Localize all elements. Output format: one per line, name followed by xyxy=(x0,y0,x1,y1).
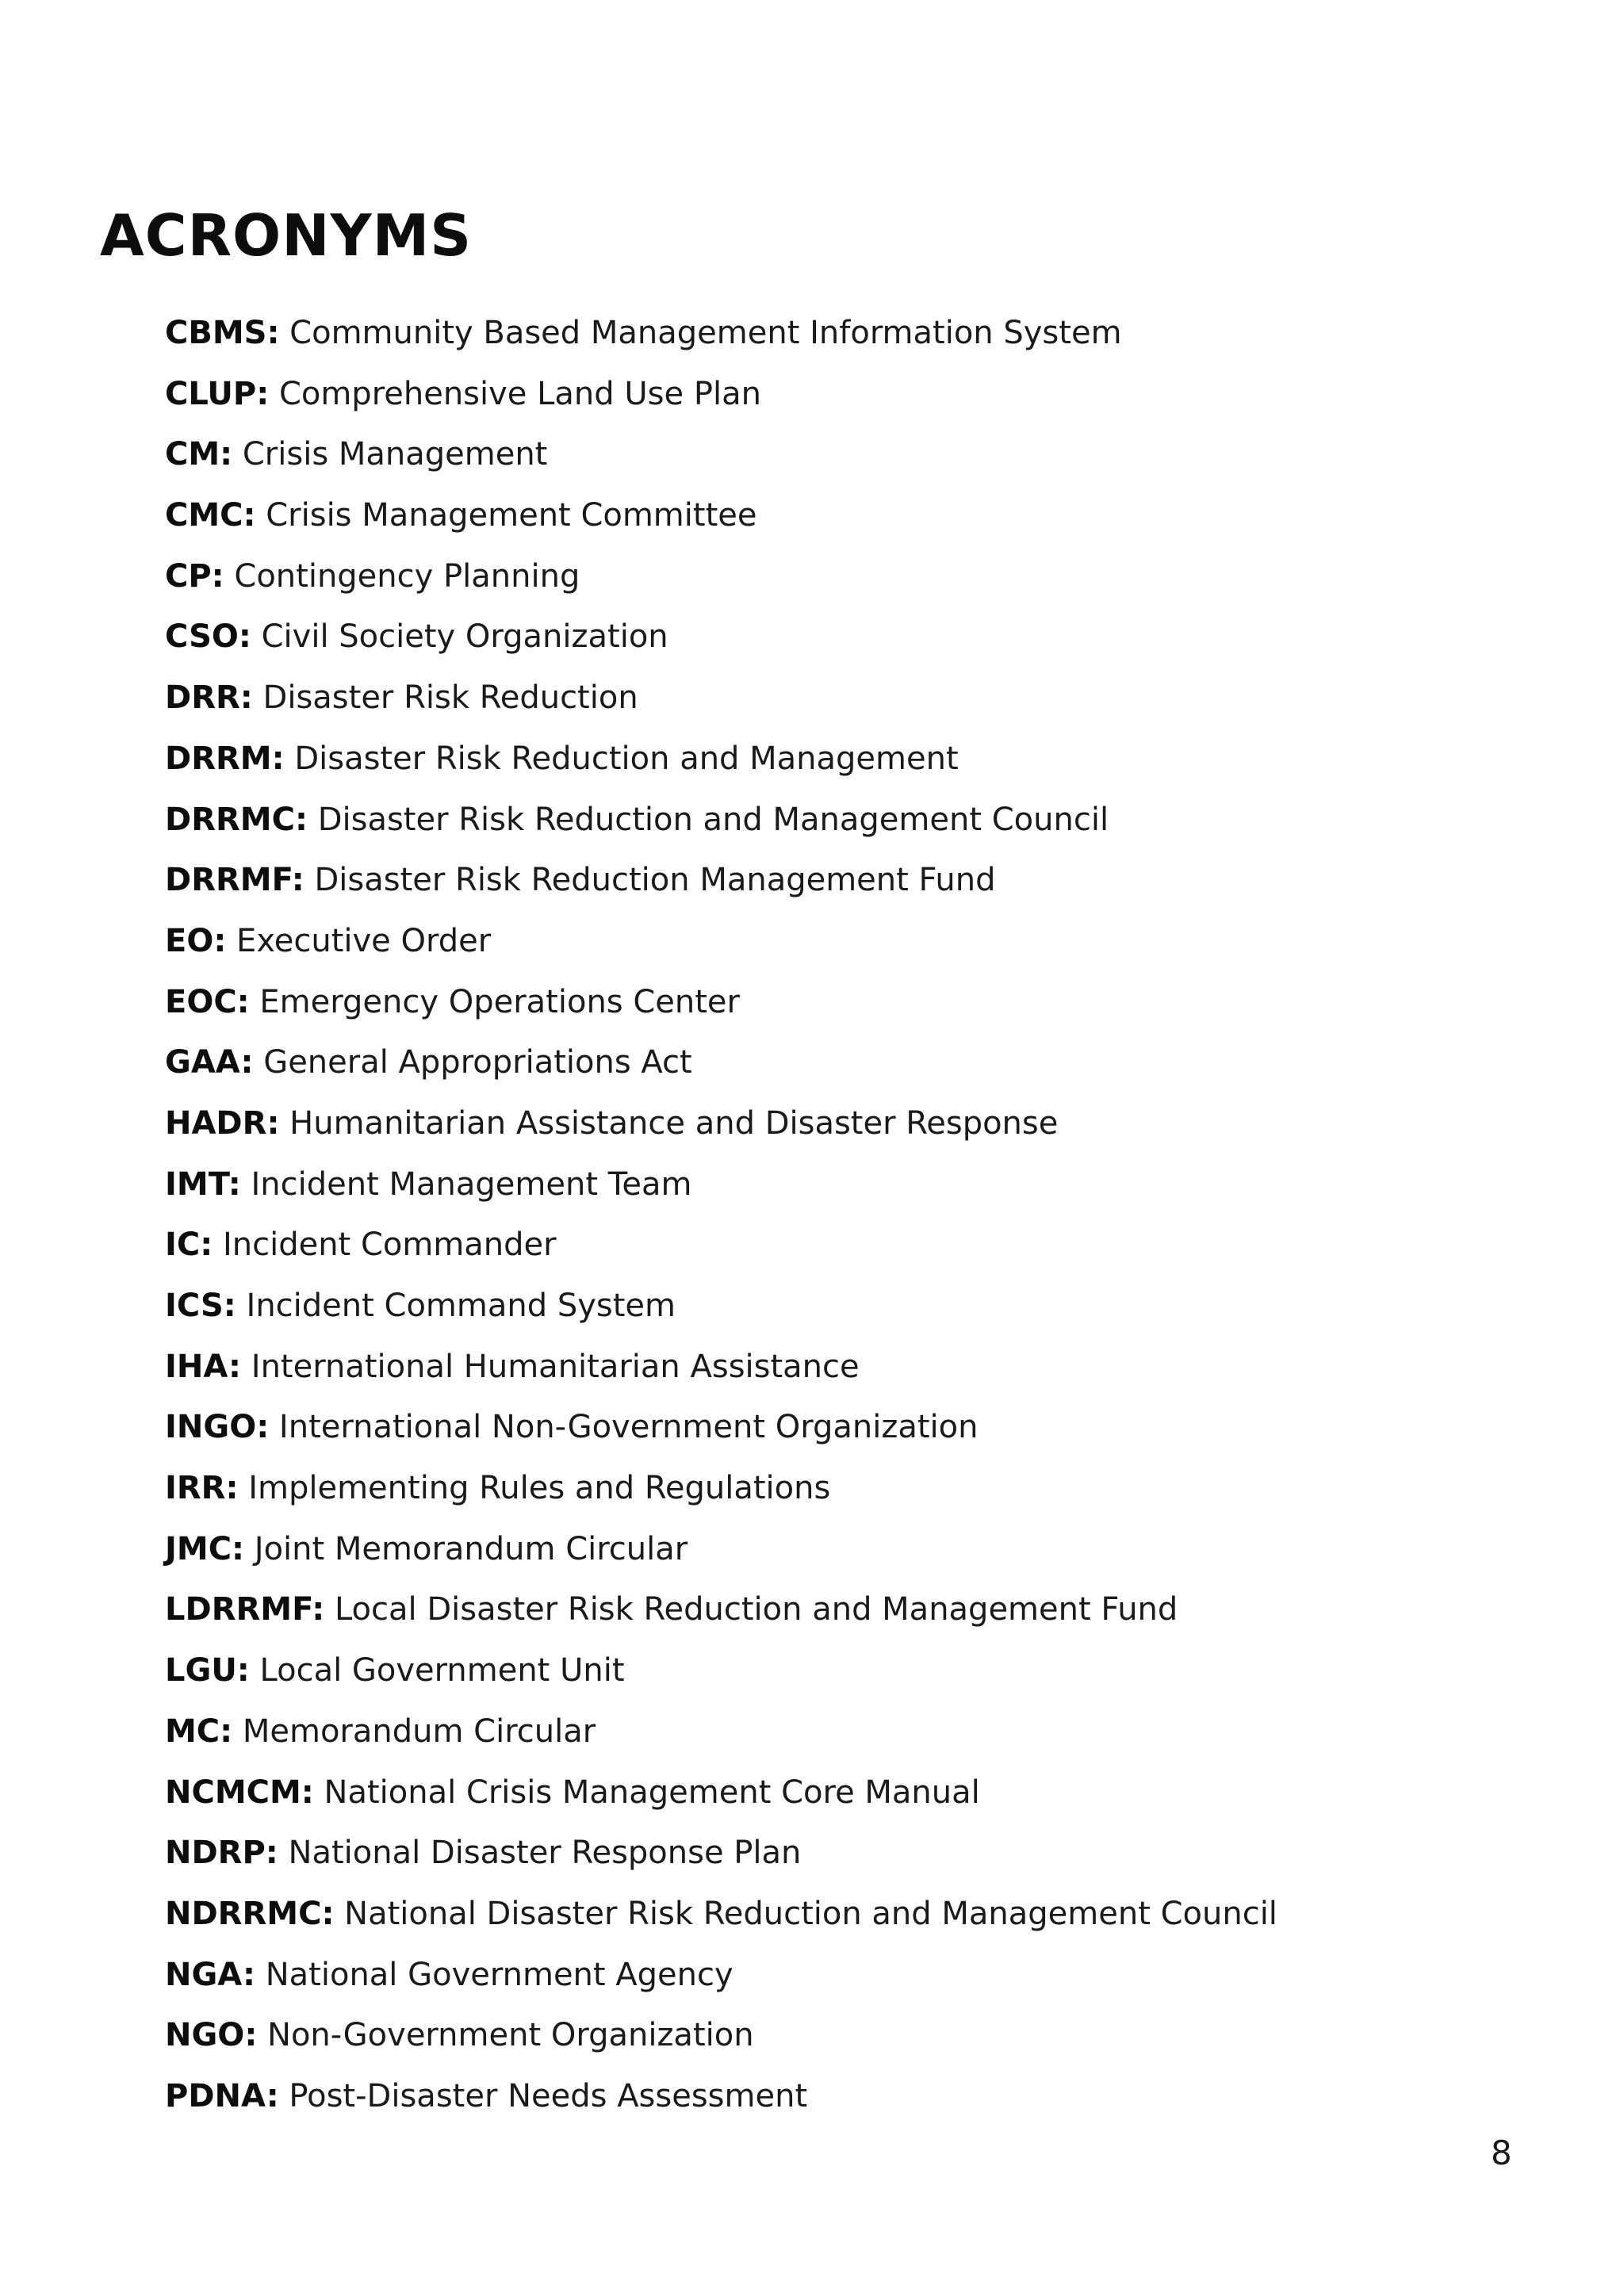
acronym-definition: National Disaster Risk Reduction and Management Council xyxy=(344,1895,1277,1932)
acronym-item-ic xyxy=(165,1221,1277,1282)
acronym-definition: Executive Order xyxy=(236,922,492,959)
acronym-definition: Memorandum Circular xyxy=(242,1712,596,1750)
acronym-definition: National Crisis Management Core Manual xyxy=(324,1774,980,1811)
acronym-definition: Community Based Management Information System xyxy=(289,315,1122,351)
acronym-term: IHA: xyxy=(165,1348,242,1385)
acronym-item-iha xyxy=(165,1343,1277,1404)
acronym-term: CLUP: xyxy=(165,375,270,412)
acronym-definition: Local Government Unit xyxy=(259,1652,625,1689)
acronym-term: DRRMC: xyxy=(165,801,308,838)
acronym-term: DRRMF: xyxy=(165,862,304,899)
acronym-definition: Crisis Management Committee xyxy=(266,497,757,534)
acronym-item-jmc xyxy=(165,1525,1277,1586)
acronym-term: HADR: xyxy=(165,1104,280,1142)
acronym-item-cbms xyxy=(165,309,1277,370)
acronym-item-drrm xyxy=(165,735,1277,796)
acronym-definition: Incident Commander xyxy=(222,1226,557,1264)
acronym-term: CBMS: xyxy=(165,315,280,351)
acronym-term: PDNA: xyxy=(165,2077,279,2114)
acronym-item-imt xyxy=(165,1161,1277,1222)
acronym-definition: Post-Disaster Needs Assessment xyxy=(289,2077,808,2114)
acronym-term: EOC: xyxy=(165,983,250,1020)
acronym-definition: International Humanitarian Assistance xyxy=(251,1348,860,1385)
acronym-term: JMC: xyxy=(165,1530,245,1567)
acronym-term: MC: xyxy=(165,1712,233,1750)
acronym-definition: National Disaster Response Plan xyxy=(288,1835,802,1872)
acronym-definition: Crisis Management xyxy=(242,436,548,473)
acronym-item-ingo xyxy=(165,1403,1277,1464)
acronym-item-gaa xyxy=(165,1039,1277,1100)
acronym-definition: Emergency Operations Center xyxy=(259,983,740,1020)
acronym-item-cso xyxy=(165,613,1277,674)
acronym-term: CSO: xyxy=(165,618,251,656)
acronym-item-cmc xyxy=(165,492,1277,553)
acronym-item-eo xyxy=(165,917,1277,978)
acronym-term: NGO: xyxy=(165,2017,258,2054)
acronym-definition: Contingency Planning xyxy=(234,557,580,595)
acronym-definition: Joint Memorandum Circular xyxy=(254,1530,688,1567)
acronym-term: EO: xyxy=(165,922,227,959)
acronym-item-cm xyxy=(165,430,1277,492)
acronym-term: CP: xyxy=(165,557,224,595)
acronym-definition: Humanitarian Assistance and Disaster Response xyxy=(289,1104,1059,1142)
acronym-term: ICS: xyxy=(165,1288,236,1324)
acronym-definition: Comprehensive Land Use Plan xyxy=(278,375,761,412)
acronym-item-clup xyxy=(165,370,1277,431)
acronym-definition: International Non-Government Organization xyxy=(278,1409,979,1446)
acronym-item-lgu xyxy=(165,1647,1277,1708)
acronym-item-pdna xyxy=(165,2072,1277,2133)
acronym-list xyxy=(165,309,1277,2133)
acronym-item-ncmcm xyxy=(165,1769,1277,1830)
acronym-term: LGU: xyxy=(165,1652,250,1689)
acronym-item-eoc xyxy=(165,978,1277,1039)
page-number: 8 xyxy=(1491,2133,1512,2172)
acronym-item-ndrrmc xyxy=(165,1890,1277,1951)
acronym-definition: Incident Command System xyxy=(246,1288,676,1324)
acronym-definition: National Government Agency xyxy=(265,1956,733,1993)
acronym-term: NGA: xyxy=(165,1956,256,1993)
acronym-item-nga xyxy=(165,1951,1277,2012)
acronym-term: NCMCM: xyxy=(165,1774,314,1811)
acronym-definition: Disaster Risk Reduction and Management Council xyxy=(317,801,1109,838)
acronym-item-cp xyxy=(165,553,1277,614)
acronym-definition: Civil Society Organization xyxy=(261,618,668,656)
acronym-definition: General Appropriations Act xyxy=(263,1044,692,1081)
acronym-definition: Disaster Risk Reduction and Management xyxy=(294,740,959,777)
acronym-item-ics xyxy=(165,1282,1277,1343)
acronym-definition: Incident Management Team xyxy=(251,1165,692,1203)
acronym-term: IC: xyxy=(165,1226,213,1264)
acronym-item-drrmf xyxy=(165,856,1277,917)
acronym-item-hadr xyxy=(165,1100,1277,1161)
acronym-term: NDRP: xyxy=(165,1835,278,1872)
acronym-term: IRR: xyxy=(165,1470,239,1507)
acronym-item-ldrrmf xyxy=(165,1586,1277,1647)
acronym-term: INGO: xyxy=(165,1409,270,1446)
acronym-definition: Disaster Risk Reduction xyxy=(262,679,638,717)
acronym-definition: Local Disaster Risk Reduction and Management Fund xyxy=(334,1591,1178,1628)
acronym-term: CMC: xyxy=(165,497,256,534)
acronym-item-irr xyxy=(165,1464,1277,1525)
page-title: ACRONYMS xyxy=(100,202,473,269)
acronym-definition: Disaster Risk Reduction Management Fund xyxy=(314,862,996,899)
acronym-definition: Implementing Rules and Regulations xyxy=(248,1470,831,1507)
acronym-term: IMT: xyxy=(165,1165,241,1203)
acronym-item-drrmc xyxy=(165,796,1277,857)
acronym-item-mc xyxy=(165,1708,1277,1769)
acronym-term: LDRRMF: xyxy=(165,1591,325,1628)
acronym-item-drr xyxy=(165,674,1277,735)
acronym-term: GAA: xyxy=(165,1044,254,1081)
acronym-definition: Non-Government Organization xyxy=(267,2017,754,2054)
acronym-item-ndrp xyxy=(165,1829,1277,1890)
acronym-item-ngo xyxy=(165,2011,1277,2072)
acronym-term: NDRRMC: xyxy=(165,1895,335,1932)
acronym-term: DRR: xyxy=(165,679,253,717)
acronym-term: CM: xyxy=(165,436,233,473)
acronym-term: DRRM: xyxy=(165,740,285,777)
